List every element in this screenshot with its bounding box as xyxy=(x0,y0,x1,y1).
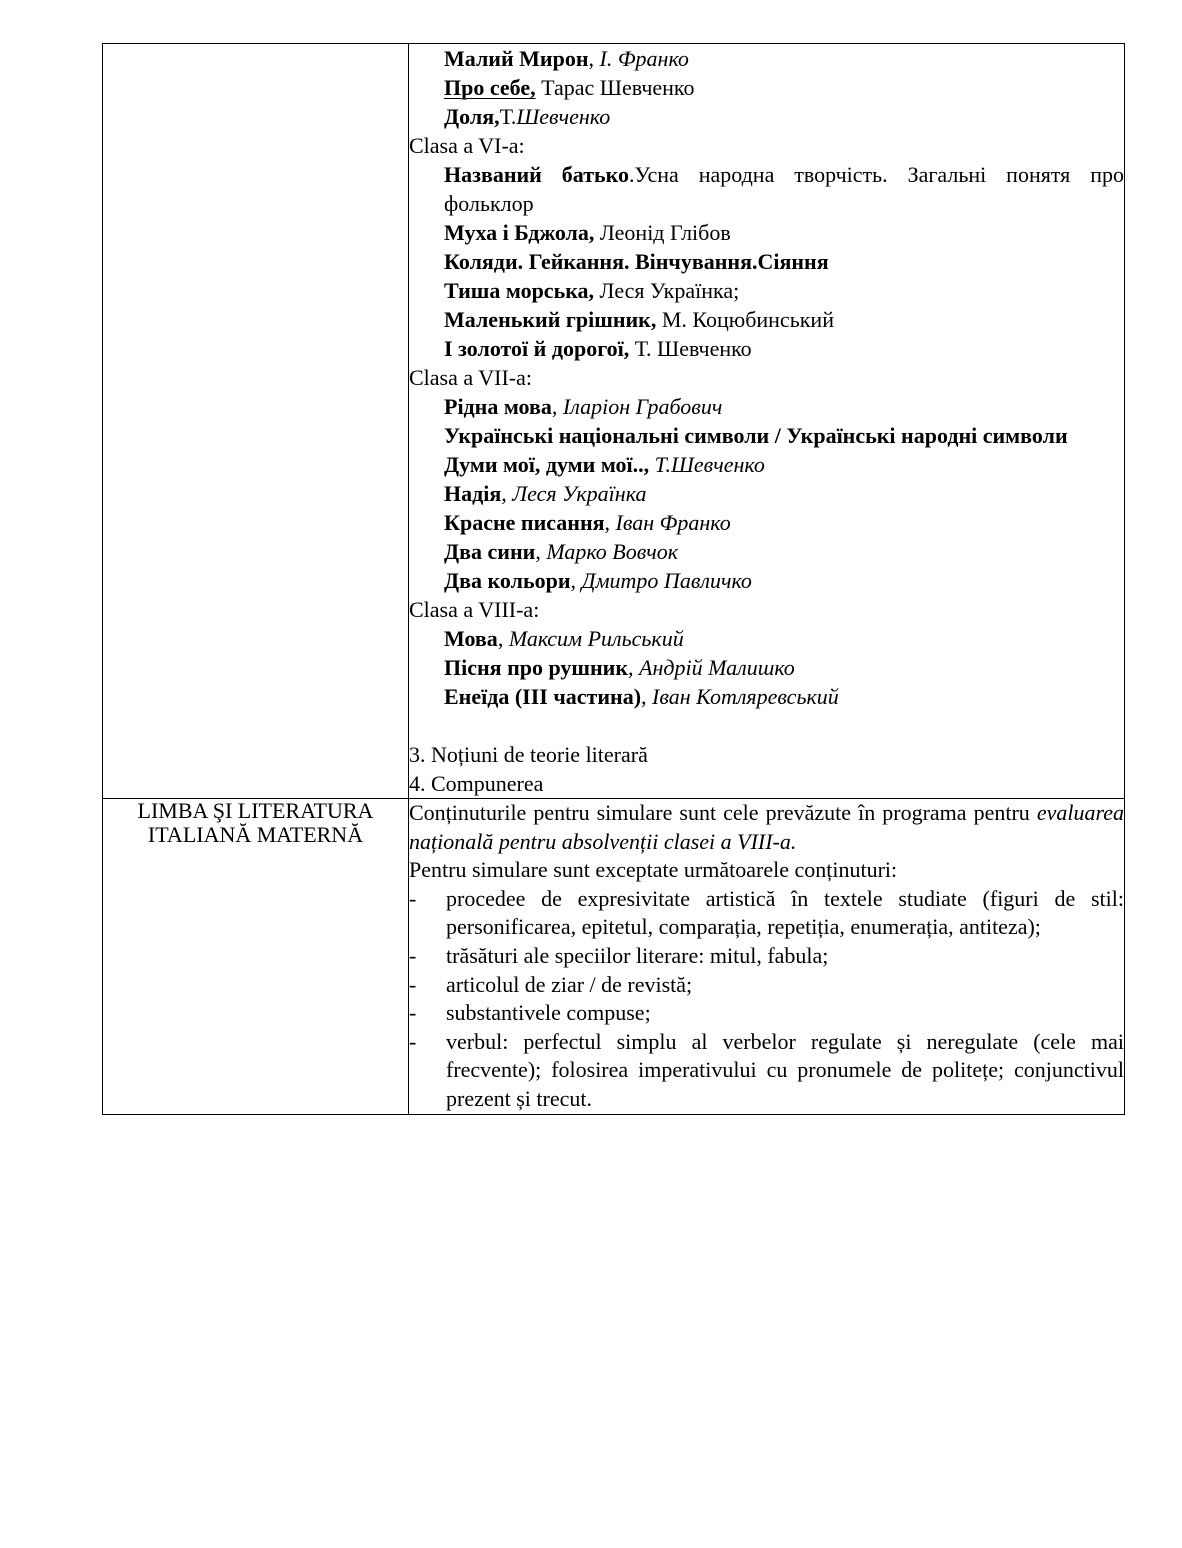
list-item: Пісня про рушник, Андрій Малишко xyxy=(444,655,795,680)
bullet-marker: - xyxy=(409,1028,417,1054)
spacer xyxy=(409,711,1124,740)
subject-cell-empty xyxy=(103,44,409,799)
list-item: Маленький грішник, М. Коцюбинський xyxy=(444,307,834,332)
exceptions-heading: Pentru simulare sunt exceptate următoarele conținuturi: xyxy=(409,857,898,883)
list-item: - substantivele compuse; xyxy=(409,999,1124,1028)
curriculum-table xyxy=(102,43,1125,1115)
list-item: Тиша морська, Леся Українка; xyxy=(444,278,740,303)
bullet-marker: - xyxy=(409,885,417,911)
class6-heading: Clasa a VI-a: xyxy=(409,133,525,158)
bullet-marker: - xyxy=(409,1000,417,1026)
list-item: Мова, Максим Рильський xyxy=(444,626,684,651)
list-item: Малий Мирон, І. Франко xyxy=(444,46,689,71)
content-cell-ukrainian xyxy=(409,44,1125,799)
table-row-ukrainian xyxy=(103,44,1125,799)
subject-title-line2: ITALIANĂ MATERNĂ xyxy=(147,822,364,847)
list-item: І золотої й дорогої, Т. Шевченко xyxy=(444,336,752,361)
list-item: Два сини, Марко Вовчок xyxy=(444,539,679,564)
list-item: Думи мої, думи мої.., Т.Шевченко xyxy=(444,452,765,477)
list-item: Два кольори, Дмитро Павличко xyxy=(444,568,752,593)
list-item: Енеїда (ІІІ частина), Іван Котляревський xyxy=(444,684,839,709)
notions-line: 3. Noțiuni de teorie literară xyxy=(409,742,648,767)
list-item: Рідна мова, Іларіон Грабович xyxy=(444,394,723,419)
class8-heading: Clasa a VIII-a: xyxy=(409,597,540,622)
list-item: Доля,Т.Шевченко xyxy=(444,104,611,129)
list-item: Красне писання, Іван Франко xyxy=(444,510,731,535)
list-item: - procedee de expresivitate artistică în textele studiate (figuri de stil: personificarea, epitetul, comparația, repetiția, enumerația, antiteza); xyxy=(409,885,1124,942)
list-item: Про себе, Тарас Шевченко xyxy=(444,75,695,100)
list-item: - articolul de ziar / de revistă; xyxy=(409,971,1124,1000)
bullet-marker: - xyxy=(409,971,417,997)
list-item: Коляди. Гейкання. Вінчування.Сіяння xyxy=(444,249,829,274)
list-item: - trăsături ale speciilor literare: mitul, fabula; xyxy=(409,942,1124,971)
bullet-marker: - xyxy=(409,942,417,968)
content-cell-italian xyxy=(409,799,1125,1115)
list-item: - verbul: perfectul simplu al verbelor regulate și neregulate (cele mai frecvente); folosirea imperativului cu pronumele de politețe; conjunctivul prezent și trecut. xyxy=(409,1028,1124,1114)
list-item: Названий батько.Усна народна творчість. Загальні понятя про фольклор xyxy=(444,162,1124,216)
subject-title-line1: LIMBA ŞI LITERATURA xyxy=(137,798,374,823)
class7-heading: Clasa a VII-a: xyxy=(409,365,532,390)
table-row-italian xyxy=(103,799,1125,1115)
intro-paragraph: Conținuturile pentru simulare sunt cele prevăzute în programa pentru evaluarea națională pentru absolvenții clasei a VIII-a. xyxy=(409,800,1124,854)
list-item: Українські національні символи / Українські народні символи xyxy=(444,423,1068,448)
composition-line: 4. Compunerea xyxy=(409,771,544,796)
list-item: Надія, Леся Українка xyxy=(444,481,647,506)
subject-cell-italian xyxy=(103,799,409,1115)
list-item: Муха і Бджола, Леонід Глібов xyxy=(444,220,731,245)
